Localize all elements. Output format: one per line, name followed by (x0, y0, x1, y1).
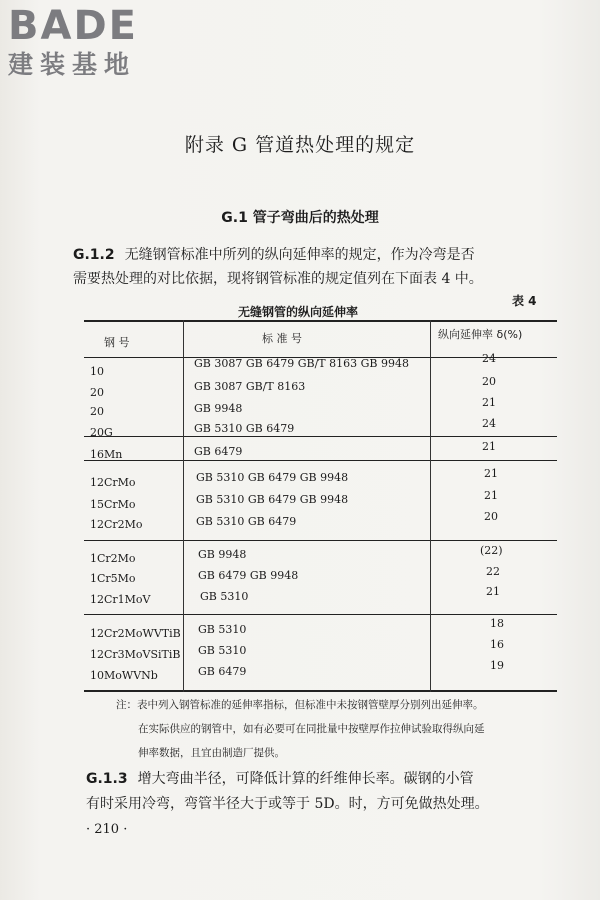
brand-logo: BADE (8, 3, 138, 49)
page-number: · 210 · (86, 822, 128, 837)
table-cell-grade: 12CrMo (90, 476, 136, 489)
table-cell-elongation: 21 (486, 585, 500, 598)
table-cell-elongation: 19 (490, 659, 504, 672)
table-cell-elongation: 20 (482, 375, 496, 388)
table-cell-grade: 12Cr3MoVSiTiB (90, 648, 181, 661)
header-grade: 钢 号 (104, 336, 130, 349)
clause-number: G.1.3 (86, 771, 128, 787)
table-cell-grade: 10MoWVNb (90, 669, 158, 682)
table-cell-elongation: 18 (490, 617, 504, 630)
table-note-line: 注：表中列入钢管标准的延伸率指标，但标准中未按钢管壁厚分别列出延伸率。 (116, 699, 484, 711)
table-cell-elongation: 16 (490, 638, 504, 651)
table-cell-grade: 12Cr1MoV (90, 593, 151, 606)
paragraph-g13-line2: 有时采用冷弯，弯管半径大于或等于 5D。时，方可免做热处理。 (86, 796, 489, 812)
table-cell-standard: GB 5310 GB 6479 GB 9948 (196, 493, 349, 506)
table-cell-grade: 1Cr5Mo (90, 572, 136, 585)
table-cell-grade: 15CrMo (90, 498, 136, 511)
table-cell-standard: GB 9948 (194, 402, 243, 415)
group-divider (84, 460, 557, 461)
table-cell-standard: GB 5310 GB 6479 GB 9948 (196, 471, 349, 484)
table-cell-standard: GB 9948 (198, 548, 247, 561)
paragraph-g12-line2: 需要热处理的对比依据，现将钢管标准的规定值列在下面表 4 中。 (73, 271, 483, 287)
table-cell-standard: GB 5310 GB 6479 (194, 422, 295, 435)
table-cell-grade: 12Cr2Mo (90, 518, 143, 531)
table-cell-standard: GB 6479 (194, 445, 243, 458)
table-cell-grade: 12Cr2MoWVTiB (90, 627, 181, 640)
appendix-title: 附录 G 管道热处理的规定 (184, 134, 416, 156)
clause-number: G.1.2 (73, 247, 115, 263)
table-cell-grade: 1Cr2Mo (90, 552, 136, 565)
table-cell-grade: 20 (90, 405, 104, 418)
table-cell-grade: 10 (90, 365, 104, 378)
brand-watermark (8, 4, 138, 80)
table-bottom-rule (84, 690, 557, 692)
table-cell-standard: GB 3087 GB 6479 GB/T 8163 GB 9948 (194, 357, 409, 370)
column-divider (183, 320, 184, 692)
table-cell-standard: GB 6479 GB 9948 (198, 569, 299, 582)
table-cell-standard: GB 5310 (198, 623, 247, 636)
table-cell-standard: GB 5310 (200, 590, 249, 603)
table-cell-grade: 16Mn (90, 448, 123, 461)
table-note-line: 伸率数据，且宜由制造厂提供。 (138, 747, 285, 759)
table-cell-standard: GB 5310 (198, 644, 247, 657)
header-standard: 标 准 号 (262, 332, 302, 345)
table-top-rule (84, 320, 557, 322)
table-cell-elongation: (22) (480, 544, 503, 557)
table-cell-grade: 20 (90, 386, 104, 399)
paragraph-g12-line1 (73, 243, 475, 267)
header-elongation: 纵向延伸率 δ(%) (438, 328, 523, 341)
table-cell-elongation: 20 (484, 510, 498, 523)
table-cell-grade: 20G (90, 426, 113, 439)
table-cell-elongation: 24 (482, 417, 496, 430)
table-number: 表 4 (512, 294, 537, 308)
paragraph-text: 增大弯曲半径，可降低计算的纤维伸长率。碳钢的小管 (137, 771, 474, 787)
section-title: G.1 管子弯曲后的热处理 (221, 210, 379, 226)
table-cell-elongation: 22 (486, 565, 500, 578)
table-cell-elongation: 21 (482, 440, 496, 453)
table-cell-elongation: 21 (484, 489, 498, 502)
group-divider (84, 540, 557, 541)
group-divider (84, 436, 557, 437)
table-cell-standard: GB 6479 (198, 665, 247, 678)
column-divider (430, 320, 431, 692)
table-caption: 无缝钢管的纵向延伸率 (238, 305, 359, 319)
brand-subtitle: 建装基地 (8, 50, 137, 79)
table-cell-elongation: 21 (482, 396, 496, 409)
group-divider (84, 614, 557, 615)
paragraph-text: 无缝钢管标准中所列的纵向延伸率的规定，作为冷弯是否 (124, 247, 475, 263)
table-cell-standard: GB 3087 GB/T 8163 (194, 380, 306, 393)
table-note-line: 在实际供应的钢管中，如有必要可在同批量中按壁厚作拉伸试验取得纵向延 (138, 723, 485, 735)
table-cell-elongation: 21 (484, 467, 498, 480)
table-cell-elongation: 24 (482, 352, 496, 365)
table-cell-standard: GB 5310 GB 6479 (196, 515, 297, 528)
paragraph-g13-line1 (86, 767, 474, 791)
